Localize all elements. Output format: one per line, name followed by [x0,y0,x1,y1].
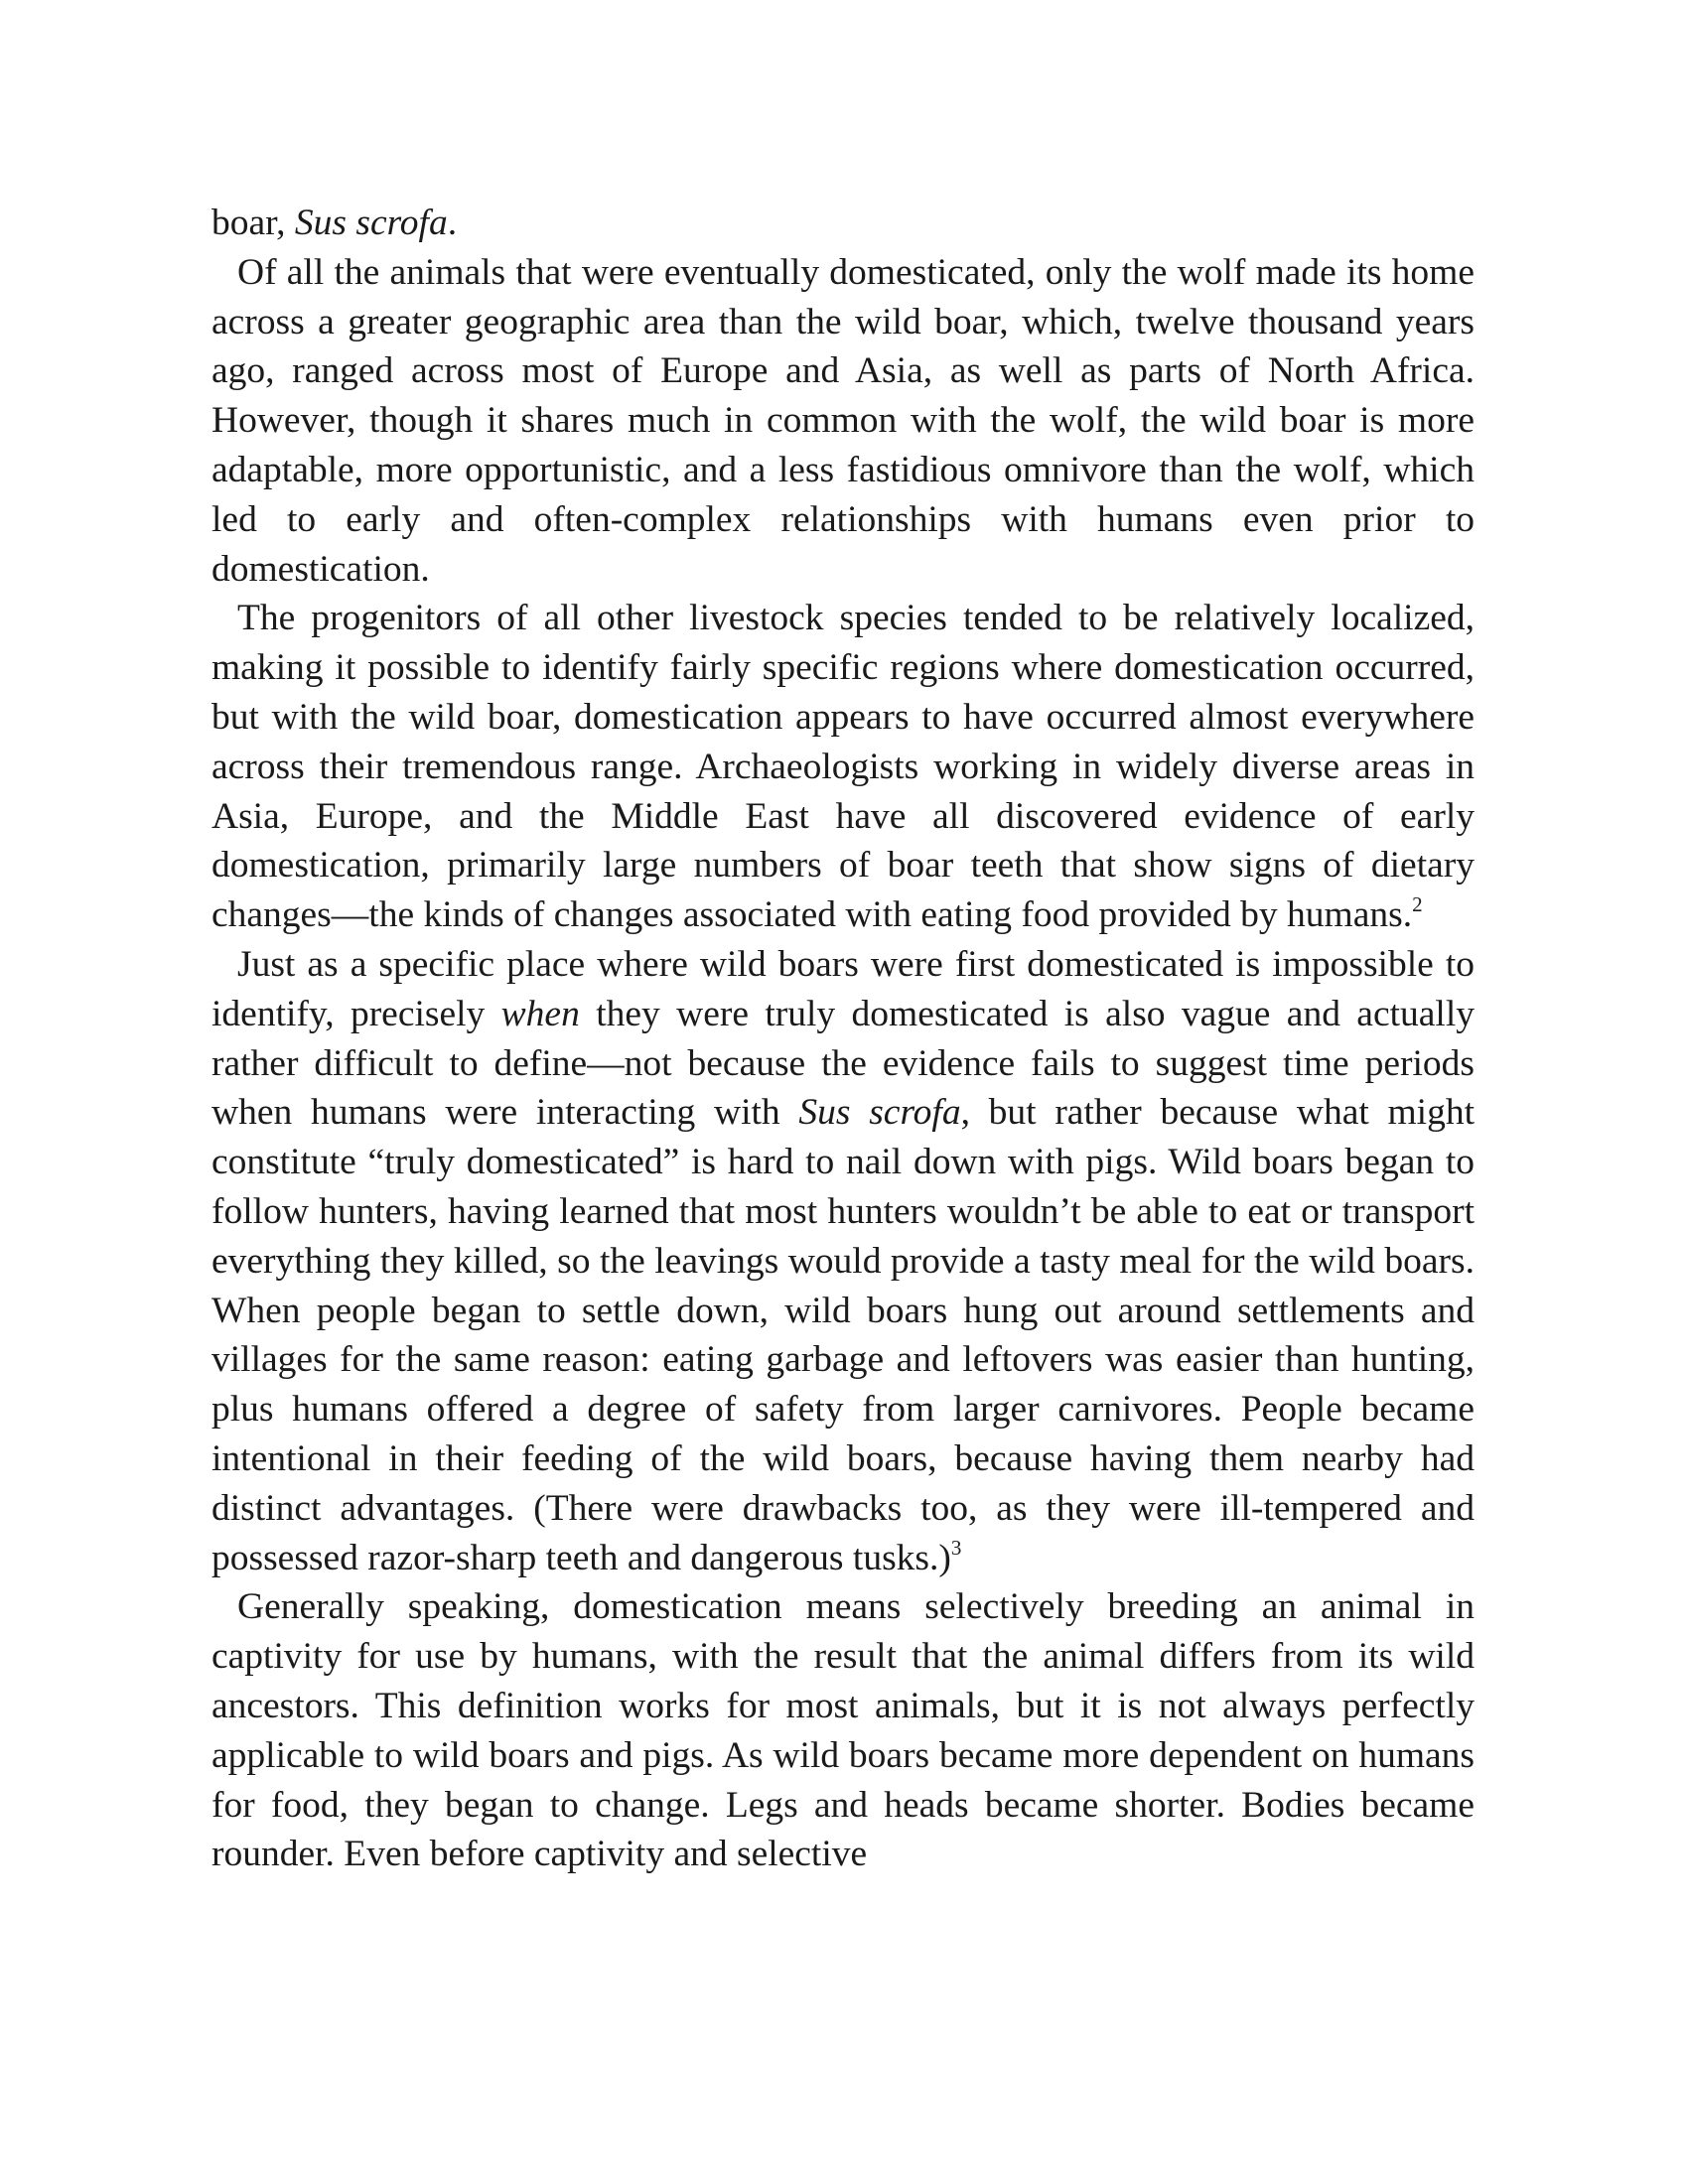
text-run: . [447,203,458,243]
text-run: boar, [211,203,295,243]
footnote-marker: 3 [950,1535,962,1560]
text-run: Just as a specific place where wild boars were first domesticated is impossible to identify, precisely [211,943,1475,1034]
paragraph-continuation [211,199,1475,248]
italic-species-name: Sus scrofa [798,1092,961,1134]
paragraph-domestication-regions [211,594,1475,940]
text-run: Of all the animals that were eventually domesticated, only the wolf made its home across a greater geographic area than the wild boar, which, twelve thousand years ago, ranged across most of Europe and Asia, as well as parts of North Africa. However, though it shares much in common with the wolf, the wild boar is more adaptable, more opportunistic, and a less fastidious omnivore than the wolf, which led to early and often-complex relationships with humans even prior to domestication. [211,251,1475,590]
footnote-marker: 2 [1412,892,1423,917]
page-body [211,199,1475,1879]
text-run: Generally speaking, domestication means selectively breeding an animal in captivity for use by humans, with the result that the animal differs from its wild ancestors. This definition works for most animals, but it is not always perfectly applicable to wild boars and pigs. As wild boars became more dependent on humans for food, they began to change. Legs and heads became shorter. Bodies became rounder. Even before captivity and selective [211,1586,1475,1875]
text-run: , but rather because what might constitute “truly domesticated” is hard to nail down with pigs. Wild boars began to follow hunters, having learned that most hunters wouldn’t be able to eat or transport everything they killed, so the leavings would provide a tasty meal for the wild boars. When people began to settle down, wild boars hung out around settlements and villages for the same reason: eating garbage and leftovers was easier than hunting, plus humans offered a degree of safety from larger carnivores. People became intentional in their feeding of the wild boars, because having them nearby had distinct advantages. (There were drawbacks too, as they were ill-tempered and possessed razor-sharp teeth and dangerous tusks.) [211,1092,1475,1578]
paragraph-domestication-timing [211,940,1475,1582]
italic-species-name: Sus scrofa [294,203,448,243]
italic-emphasis: when [500,993,580,1034]
paragraph-domestication-definition [211,1582,1475,1879]
paragraph-wild-boar-range [211,248,1475,595]
text-run: The progenitors of all other livestock species tended to be relatively localized, making it possible to identify fairly specific regions where domestication occurred, but with the wild boar, domestication appears to have occurred almost everywhere across their tremendous range. Archaeologists working in widely diverse areas in Asia, Europe, and the Middle East have all discovered evidence of early domestication, primarily large numbers of boar teeth that show signs of dietary changes—the kinds of changes associated with eating food provided by humans. [211,598,1475,936]
text-run: they were truly domesticated is also vague and actually rather difficult to define—not because the evidence fails to suggest time periods when humans were interacting with [211,993,1475,1134]
